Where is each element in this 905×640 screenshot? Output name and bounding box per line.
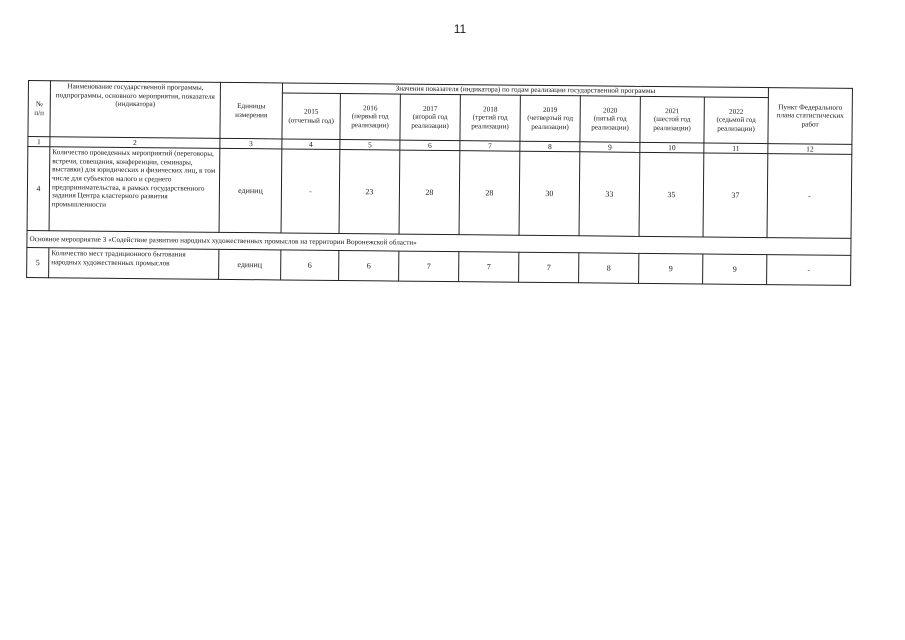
header-col-unit: Единицы измерения (220, 82, 283, 139)
header-year-2015: 2015 (отчетный год) (282, 93, 340, 140)
value-2022: 9 (703, 254, 767, 285)
value-2016: 6 (339, 250, 399, 281)
column-number: 2 (50, 137, 220, 149)
header-year-2016: 2016 (первый год реализации) (340, 93, 400, 140)
section-title: Основное мероприятие 3 «Содействие развитию народных художественных промыслов на территории Воронежской области» (27, 230, 851, 255)
value-2019: 30 (519, 151, 580, 236)
indicator-table (26, 80, 853, 286)
column-number: 1 (28, 137, 50, 147)
indicator-unit: единиц (219, 249, 281, 280)
column-number: 4 (282, 139, 340, 150)
indicator-table-sheet (26, 80, 852, 286)
column-number: 7 (460, 141, 520, 152)
value-2020: 8 (579, 253, 639, 284)
header-year-2021: 2021 (шестой год реализации) (640, 96, 704, 143)
indicator-unit: единиц (219, 148, 282, 233)
value-2018: 28 (459, 151, 520, 236)
header-col-plan: Пункт Федерального плана статистических работ (768, 88, 853, 145)
row-number: 5 (27, 247, 49, 277)
page-number: 11 (453, 22, 467, 36)
value-2016: 23 (339, 149, 400, 234)
row-number: 4 (27, 147, 50, 231)
column-number: 12 (768, 144, 852, 155)
column-number: 10 (640, 142, 704, 153)
plan-reference: - (767, 255, 851, 286)
indicator-name: Количество проведенных мероприятий (переговоры, встречи, совещания, конференции, семинары, выставки) для юридических и физических лиц, в том числе для субъектов малого и среднего предпринимательства, в рамках государственного задания Центра кластерного развития промышленности (49, 147, 220, 233)
column-number: 9 (580, 142, 640, 153)
header-col-num: № п/п (28, 81, 51, 137)
header-year-2018: 2018 (третий год реализации) (460, 95, 520, 142)
header-year-2019: 2019 (четвертый год реализации) (520, 95, 580, 142)
value-2015: 6 (281, 250, 339, 281)
table-row (27, 147, 852, 239)
value-2019: 7 (519, 252, 579, 283)
value-2021: 9 (639, 253, 703, 284)
value-2021: 35 (639, 152, 704, 237)
value-2017: 28 (399, 150, 460, 235)
value-2020: 33 (579, 152, 640, 237)
header-year-2020: 2020 (пятый год реализации) (580, 96, 640, 143)
column-number: 3 (220, 138, 282, 149)
value-2017: 7 (399, 251, 459, 282)
column-number: 11 (704, 143, 768, 154)
plan-reference: - (767, 154, 852, 239)
header-year-2022: 2022 (седьмой год реализации) (704, 97, 768, 144)
value-2015: - (281, 149, 340, 234)
column-number: 6 (400, 140, 460, 151)
value-2022: 37 (703, 153, 768, 238)
value-2018: 7 (459, 252, 519, 283)
column-number: 5 (340, 139, 400, 150)
header-values-group: Значения показателя (индикатора) по годам реализации государственной программы (282, 83, 768, 98)
header-col-name: Наименование государственной программы, подпрограммы, основного мероприятия, показателя (индикатора) (50, 81, 221, 139)
indicator-name: Количество мест традиционного бытования народных художественных промыслов (49, 248, 219, 280)
header-year-2017: 2017 (второй год реализации) (400, 94, 460, 141)
column-number: 8 (520, 141, 580, 152)
